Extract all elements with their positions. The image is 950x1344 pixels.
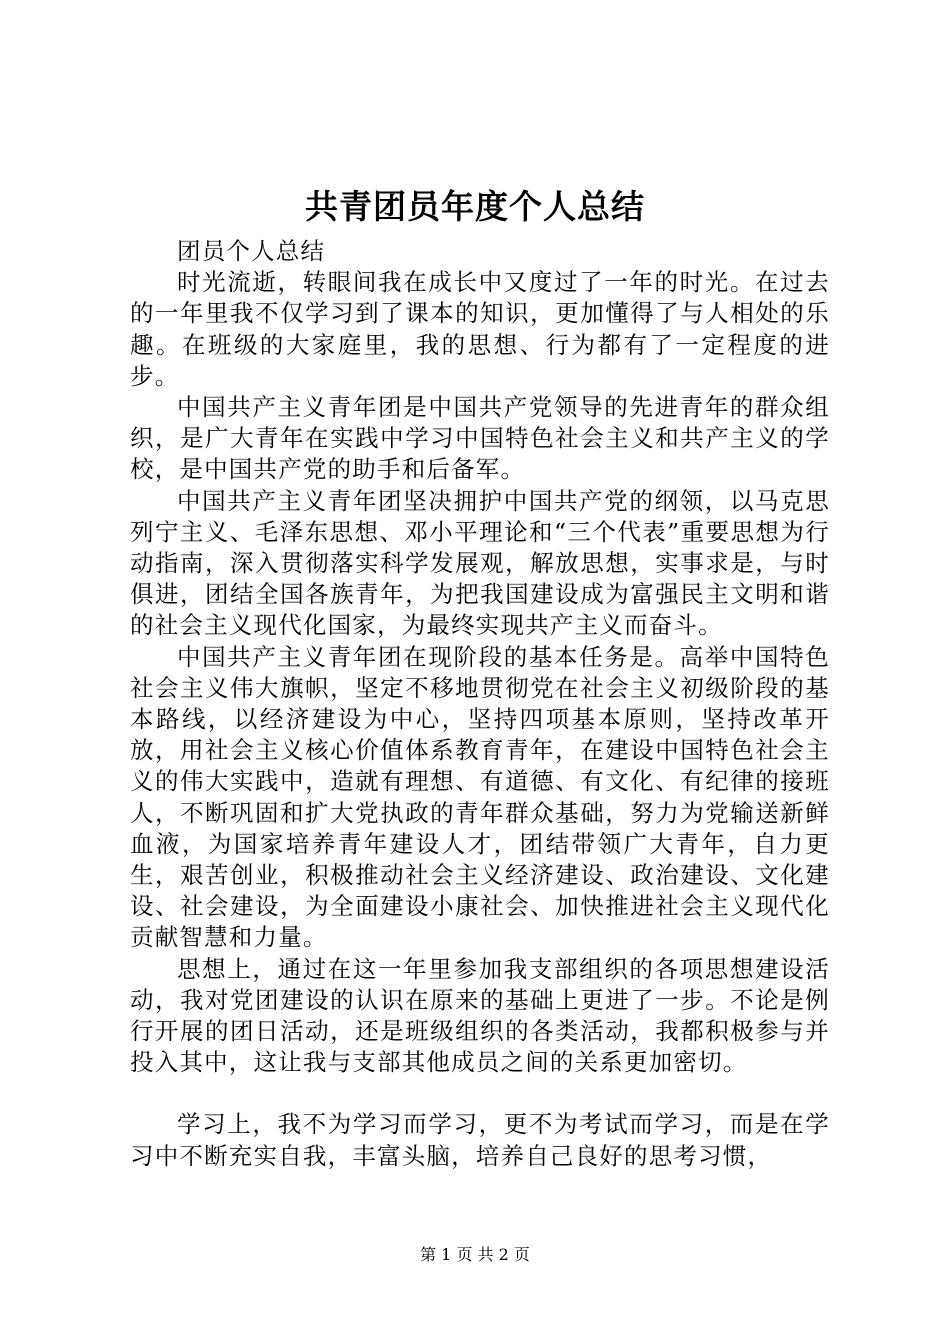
paragraph-league-program: 中国共产主义青年团坚决拥护中国共产党的纲领，以马克思列宁主义、毛泽东思想、邓小平理论和“三个代表”重要思想为行动指南，深入贯彻落实科学发展观，解放思想，实事求是，与时俱进，团结全国各族青年，为把我国建设成为富强民主文明和谐的社会主义现代化国家，为最终实现共产主义而奋斗。 [130, 486, 830, 640]
document-body [130, 236, 830, 1172]
document-subtitle: 团员个人总结 [177, 237, 326, 265]
paragraph-ideology: 思想上，通过在这一年里参加我支部组织的各项思想建设活动，我对党团建设的认识在原来的基础上更进了一步。不论是例行开展的团日活动，还是班级组织的各类活动，我都积极参与并投入其中，这让我与支部其他成员之间的关系更加密切。 [130, 954, 830, 1077]
paragraph-study: 学习上，我不为学习而学习，更不为考试而学习，而是在学习中不断充实自我，丰富头脑，培养自己良好的思考习惯， [130, 1110, 830, 1170]
document-title: 共青团员年度个人总结 [305, 187, 645, 226]
paragraph-league-definition: 中国共产主义青年团是中国共产党领导的先进青年的群众组织，是广大青年在实践中学习中国特色社会主义和共产主义的学校，是中国共产党的助手和后备军。 [130, 393, 830, 484]
page-footer: 第 1 页 共 2 页 [420, 1245, 530, 1264]
paragraph-league-tasks: 中国共产主义青年团在现阶段的基本任务是。高举中国特色社会主义伟大旗帜，坚定不移地贯彻党在社会主义初级阶段的基本路线，以经济建设为中心，坚持四项基本原则，坚持改革开放，用社会主义核心价值体系教育青年，在建设中国特色社会主义的伟大实践中，造就有理想、有道德、有文化、有纪律的接班人，不断巩固和扩大党执政的青年群众基础，努力为党输送新鲜血液，为国家培养青年建设人才，团结带领广大青年，自力更生，艰苦创业，积极推动社会主义经济建设、政治建设、文化建设、社会建设，为全面建设小康社会、加快推进社会主义现代化贡献智慧和力量。 [130, 642, 830, 952]
paragraph-intro: 时光流逝，转眼间我在成长中又度过了一年的时光。在过去的一年里我不仅学习到了课本的知识，更加懂得了与人相处的乐趣。在班级的大家庭里，我的思想、行为都有了一定程度的进步。 [130, 268, 830, 390]
